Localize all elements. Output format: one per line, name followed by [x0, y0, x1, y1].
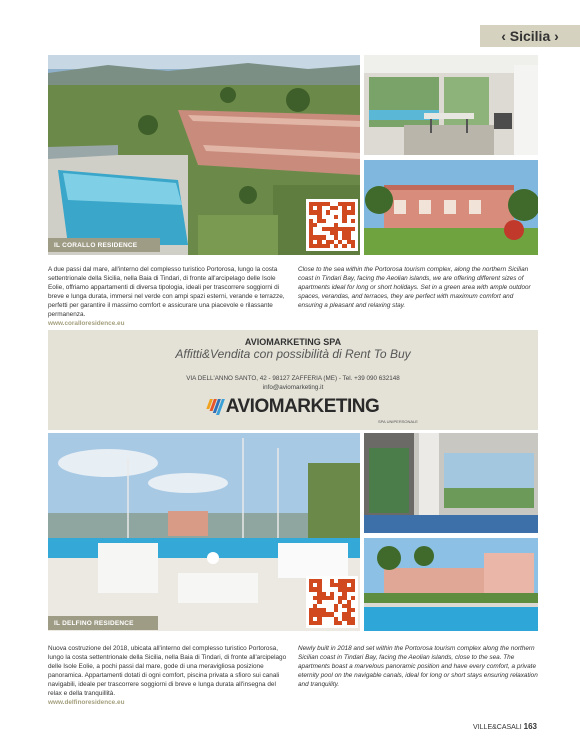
delfino-website-link[interactable]: www.delfinoresidence.eu [48, 699, 125, 706]
delfino-interior-photo [364, 433, 538, 533]
corallo-description-en: Close to the sea within the Portorosa tourism complex, along the northern Sicilian coast in Tindari Bay, facing the Aeolian islands, we are offering different sizes of apartments ideal for long or short holidays. Set in a green area with ample outdoor spaces, verandas, and terraces, they are perfect with maximum comfort and ensuring a pleasant and relaxing stay. [298, 266, 531, 309]
corallo-building-photo [364, 160, 538, 255]
corallo-description-it: A due passi dal mare, all'interno del complesso turistico Portorosa, lungo la costa settentrionale della Sicilia, nella Baia di Tindari, di fronte all'arcipelago delle Isole Eolie, offriamo appartamenti di diversa tipologia, ideali per trascorrere soggiorni di breve e lunga durata, immersi nel verde con ampi spazi esterni, verande e terrazze, perfetti per garantire il massimo comfort e assicurare una piacevole e rilassante permanenza. www.coralloresidence.eu [48, 265, 288, 328]
delfino-description-en: Newly built in 2018 and set within the Portorosa tourism complex along the northern Sicilian coast in Tindari Bay, facing the Aeolian islands, close to the sea. The apartments boast a marvelous panoramic position and have every comfort, a private eternity pool on the navigable canals, ideal for long or short stays ensuring relaxation and tranquility. [298, 645, 538, 688]
aviomarketing-ad [48, 330, 538, 430]
delfino-caption: IL DELFINO RESIDENCE [48, 616, 158, 630]
logo-wordmark: AVIOMARKETING [225, 396, 380, 417]
aviomarketing-logo-icon [204, 399, 225, 415]
corallo-qr-code [306, 199, 358, 251]
corallo-caption: IL CORALLO RESIDENCE [48, 238, 160, 252]
aviomarketing-logo [48, 396, 538, 418]
page-footer [473, 722, 537, 731]
delfino-qr-code [306, 576, 358, 628]
ad-email[interactable]: info@aviomarketing.it [262, 384, 324, 391]
corallo-veranda-photo [364, 55, 538, 155]
corallo-website-link[interactable]: www.coralloresidence.eu [48, 320, 125, 327]
page-number: 163 [523, 722, 537, 731]
logo-tagline: SPA UNIPERSONALE [378, 419, 418, 424]
delfino-description-it: Nuova costruzione del 2018, ubicata all'interno del complesso turistico Portorosa, lungo la costa settentrionale della Sicilia, nella Baia di Tindari, di fronte all'arcipelago delle Isole Eolie, a pochi passi dal mare, gode di una meravigliosa posizione panoramica. Appartamenti dotati di ogni comfort, piscina privata a sfioro sui canali navigabili, ideale per trascorrere soggiorni di breve e lunga durata all'insegna del relax e della tranquillità. www.delfinoresidence.eu [48, 645, 287, 706]
magazine-name: VILLE&CASALI [473, 724, 522, 731]
ad-tagline: Affitti&Vendita con possibilità di Rent To Buy [175, 347, 411, 361]
section-label: ‹ Sicilia › [480, 25, 580, 47]
ad-address: VIA DELL'ANNO SANTO, 42 - 98127 ZAFFERIA (ME) - Tel. +39 090 632148 [186, 375, 400, 382]
ad-company-name: AVIOMARKETING SPA [244, 337, 342, 347]
delfino-exterior-photo [364, 538, 538, 631]
